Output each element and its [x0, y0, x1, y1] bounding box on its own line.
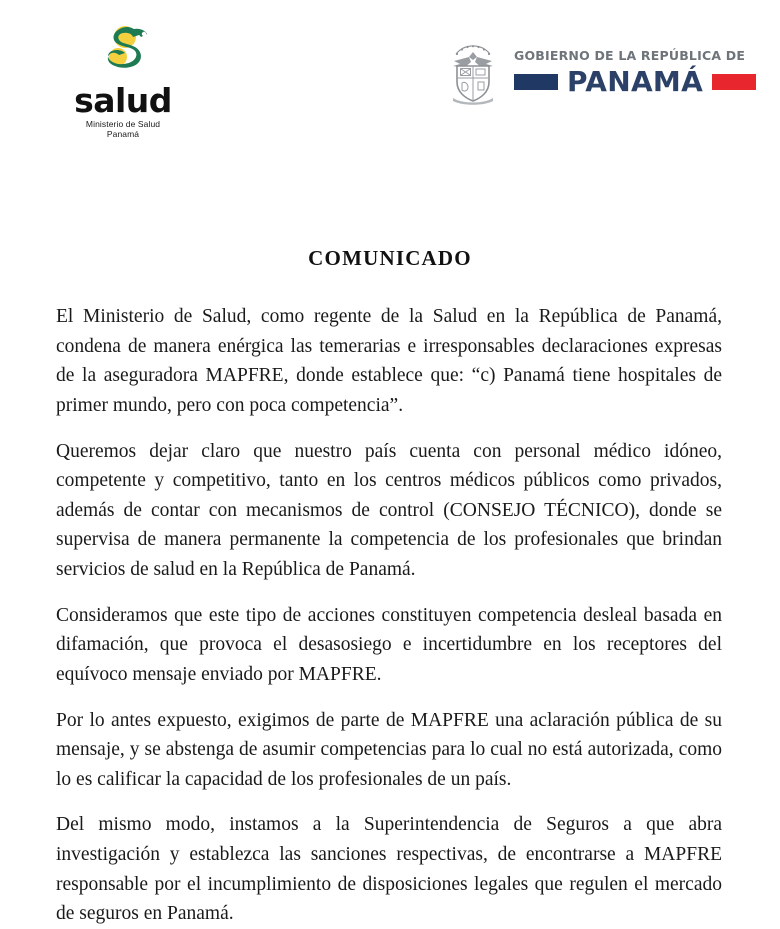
paragraph: Consideramos que este tipo de acciones constituyen competencia desleal basada en difamación, que provoca el desasosiego e incertidumbre en los receptores del equívoco mensaje enviado por MAPFRE. [56, 604, 722, 685]
document-header [0, 0, 780, 140]
minsa-subtitle [48, 119, 198, 140]
paragraph: Del mismo modo, instamos a la Superintendencia de Seguros a que abra investigación y establezca las sanciones respectivas, de encontrarse a MAPFRE responsable por el incumplimiento de disposiciones legales que regulen el mercado de seguros en Panamá. [56, 814, 722, 925]
paragraph: Por lo antes expuesto, exigimos de parte de MAPFRE una aclaración pública de su mensaje, y se abstenga de asumir competencias para lo cual no está autorizada, como lo es calificar la capacidad de los profesionales de un país. [56, 709, 722, 790]
flag-bar-blue-icon [514, 74, 558, 90]
paragraph: Queremos dejar claro que nuestro país cuenta con personal médico idóneo, competente y competitivo, tanto en los centros médicos públicos como privados, además de contar con mecanismos de control (CONSEJO TÉCNICO), donde se supervisa de manera permanente la competencia de los profesionales que brindan servicios de salud en la República de Panamá. [56, 440, 722, 580]
government-line2 [514, 64, 756, 98]
minsa-logo [48, 24, 198, 140]
government-logo [440, 38, 756, 106]
paragraph: El Ministerio de Salud, como regente de la Salud en la República de Panamá, condena de manera enérgica las temerarias e irresponsables declaraciones expresas de la aseguradora MAPFRE, donde establece que: “c) Panamá tiene hospitales de primer mundo, pero con poca competencia”. [56, 306, 722, 416]
document-body [0, 140, 780, 929]
minsa-subtitle-line1: Ministerio de Salud [85, 119, 161, 129]
minsa-wordmark: salud [74, 81, 172, 120]
panama-coat-of-arms-icon [440, 38, 506, 106]
government-panama-wordmark: PANAMÁ [567, 64, 704, 98]
communique-text [0, 302, 780, 929]
government-text-block [514, 48, 756, 96]
asclepius-serpent-icon [87, 24, 159, 82]
page-title: COMUNICADO [308, 246, 472, 270]
minsa-subtitle-line2: Panamá [106, 129, 140, 140]
flag-bar-red-icon [712, 74, 756, 90]
government-line1: GOBIERNO DE LA REPÚBLICA DE [514, 48, 746, 64]
